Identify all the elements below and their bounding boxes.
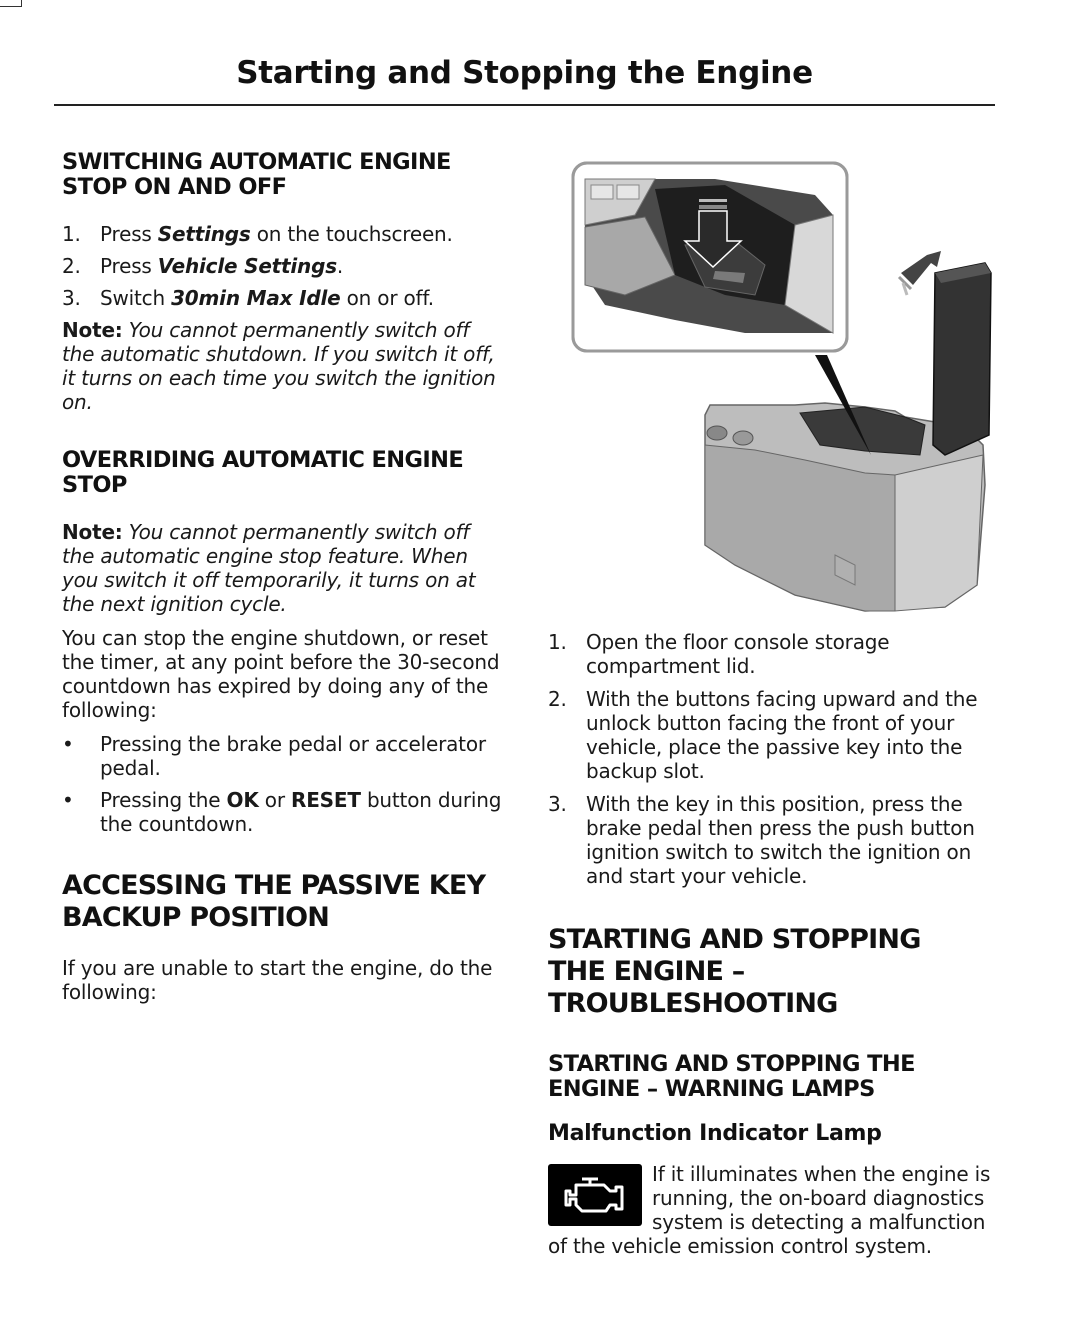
step-number: 1. xyxy=(548,630,567,654)
note-auto-stop-feature xyxy=(62,520,504,616)
heading-line: THE ENGINE – xyxy=(548,956,745,987)
engine-check-icon-svg xyxy=(560,1173,630,1217)
section-heading-passive-key-backup xyxy=(62,870,504,934)
step-number: 2. xyxy=(548,687,567,711)
section-heading-overriding-auto-stop: OVERRIDING AUTOMATIC ENGINE STOP xyxy=(62,447,464,498)
note-text: You cannot permanently switch off the automatic shutdown. If you switch it off, it turns on each time you switch the ignition on. xyxy=(62,318,496,414)
heading-line: TROUBLESHOOTING xyxy=(548,988,838,1019)
bullet-text: Pressing the brake pedal or accelerator pedal. xyxy=(100,732,486,780)
note-label: Note: xyxy=(62,318,123,342)
title-divider xyxy=(54,104,995,106)
step-number: 3. xyxy=(62,286,81,310)
step-text: on or off. xyxy=(340,286,434,310)
override-intro: You can stop the engine shutdown, or reset the timer, at any point before the 30-second countdown has expired by doing any of the following: xyxy=(62,626,500,722)
list-item xyxy=(62,222,504,246)
step-text: Press xyxy=(100,222,158,246)
mil-description xyxy=(548,1162,993,1258)
console-storage-illustration xyxy=(565,155,995,617)
right-column xyxy=(548,630,993,1258)
subheading-malfunction-indicator-lamp: Malfunction Indicator Lamp xyxy=(548,1121,882,1146)
bullet-text: Pressing the xyxy=(100,788,227,812)
heading-line: ACCESSING THE PASSIVE KEY xyxy=(62,870,486,901)
step-text: Switch xyxy=(100,286,172,310)
step-text: Open the floor console storage compartment lid. xyxy=(586,630,890,678)
heading-line: BACKUP POSITION xyxy=(62,902,330,933)
step-text: on the touchscreen. xyxy=(250,222,453,246)
section-heading-troubleshooting xyxy=(548,924,993,1020)
list-item xyxy=(548,687,993,783)
bullet-text: button during the countdown. xyxy=(100,788,502,836)
list-item xyxy=(548,630,993,678)
bullet-mark: • xyxy=(62,788,74,812)
left-column xyxy=(62,150,504,1004)
console-illustration-svg xyxy=(565,155,995,617)
list-item xyxy=(62,254,504,278)
heading-line: STARTING AND STOPPING xyxy=(548,924,921,955)
override-bullets xyxy=(62,732,504,836)
step-number: 3. xyxy=(548,792,567,816)
step-text: With the key in this position, press the brake pedal then press the push button ignition switch to switch the ignition on and start your vehicle. xyxy=(586,792,975,888)
page-corner-mark xyxy=(0,0,22,7)
engine-check-icon xyxy=(548,1164,642,1226)
list-item xyxy=(62,788,504,836)
backup-intro: If you are unable to start the engine, do the following: xyxy=(62,956,493,1004)
section-heading-warning-lamps: STARTING AND STOPPING THE ENGINE – WARNING LAMPS xyxy=(548,1051,915,1102)
step-text: Press xyxy=(100,254,158,278)
step-emphasis: Settings xyxy=(157,222,251,246)
step-emphasis: 30min Max Idle xyxy=(171,286,341,310)
step-number: 2. xyxy=(62,254,81,278)
note-label: Note: xyxy=(62,520,123,544)
reset-button-label: RESET xyxy=(291,788,361,812)
step-text: With the buttons facing upward and the unlock button facing the front of your vehicle, place the passive key into the backup slot. xyxy=(586,687,978,783)
section-heading-switching-auto-stop: SWITCHING AUTOMATIC ENGINE STOP ON AND OFF xyxy=(62,149,451,200)
list-item xyxy=(548,792,993,888)
step-number: 1. xyxy=(62,222,81,246)
note-text: You cannot permanently switch off the automatic engine stop feature. When you switch it off temporarily, it turns on at the next ignition cycle. xyxy=(62,520,476,616)
settings-steps-list xyxy=(62,222,504,310)
step-emphasis: Vehicle Settings xyxy=(157,254,337,278)
note-auto-shutdown xyxy=(62,318,504,414)
bullet-mark: • xyxy=(62,732,74,756)
mil-text: If it illuminates when the engine is running, the on-board diagnostics system is detecting a malfunction of the vehicle emission control system. xyxy=(548,1162,991,1258)
step-text: . xyxy=(336,254,344,278)
list-item xyxy=(62,732,504,780)
ok-button-label: OK xyxy=(226,788,259,812)
list-item xyxy=(62,286,504,310)
backup-steps-list xyxy=(548,630,993,888)
bullet-text: or xyxy=(258,788,291,812)
page-title: Starting and Stopping the Engine xyxy=(236,55,813,91)
